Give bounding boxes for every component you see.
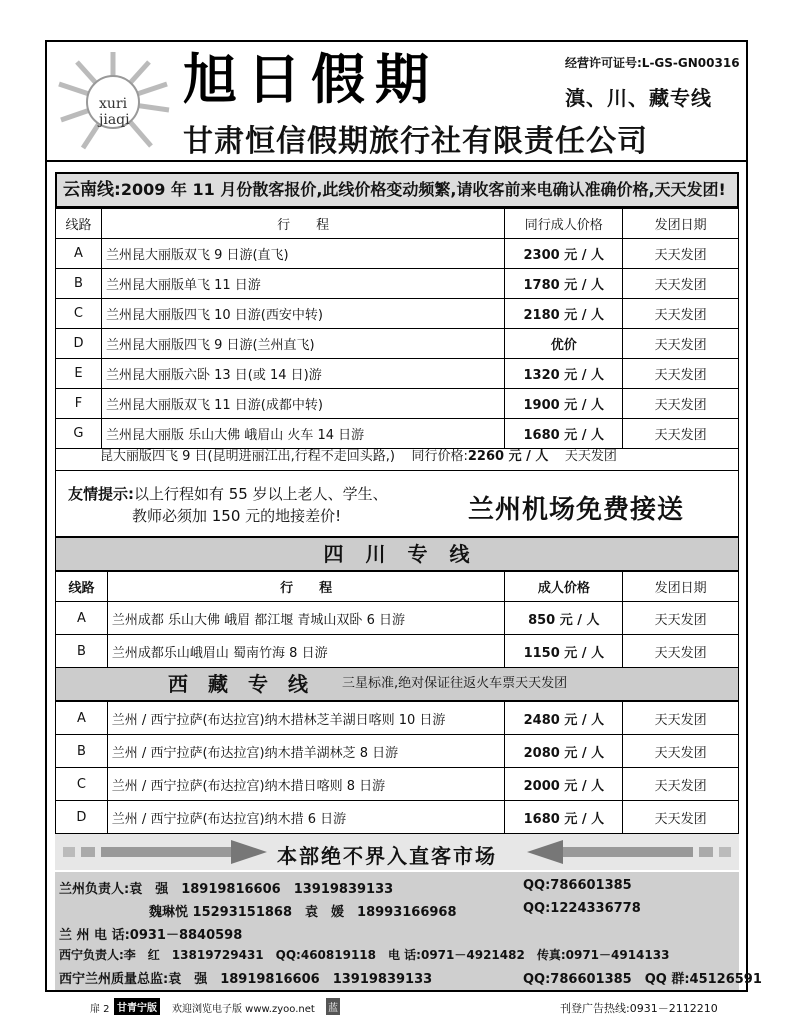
table-header — [56, 209, 739, 239]
yunnan-extra-route: 昆大丽版四飞 9 日(昆明进丽江出,行程不走回头路,) 同行价格:2260 元 / 人 天天发团 — [55, 443, 739, 471]
license-number: 经营许可证号:L-GS-GN00316 — [565, 56, 740, 70]
contact-line: 魏琳悦 15293151868 袁 媛 18993166968 — [149, 905, 457, 920]
table-row: A 兰州 / 西宁拉萨(布达拉宫)纳木措林芝羊湖日喀则 10 日游 2480 元 / 人 天天发团 — [56, 702, 739, 735]
yunnan-table — [55, 208, 739, 449]
airport-pickup: 兰州机场免费接送 — [468, 495, 685, 525]
table-row: C 兰州昆大丽版四飞 10 日游(西安中转) 2180 元 / 人 天天发团 — [56, 299, 739, 329]
contact-line: 西宁兰州质量总监:袁 强 18919816606 13919839133 — [59, 972, 433, 987]
column-header: 成人价格 — [505, 572, 623, 602]
column-header: 行 程 — [107, 572, 505, 602]
contact-qq: QQ:786601385 QQ 群:45126591 — [523, 972, 762, 987]
contact-line: 西宁负责人:李 红 13819729431 QQ:460819118 电 话:0971－4921482 传真:0971－4914133 — [59, 948, 670, 962]
arrow-right-icon — [63, 838, 269, 866]
contact-line: 兰 州 电 话:0931－8840598 — [59, 928, 243, 943]
color-badge: 蓝 — [326, 998, 340, 1015]
edition-badge: 甘青宁版 — [114, 998, 160, 1015]
table-row: C 兰州 / 西宁拉萨(布达拉宫)纳木措日喀则 8 日游 2000 元 / 人 天天发团 — [56, 768, 739, 801]
ad-hotline: 刊登广告热线:0931－2112210 — [560, 1002, 718, 1015]
friendly-tip — [55, 471, 739, 537]
column-header: 线路 — [56, 209, 102, 239]
contact-panel — [55, 872, 762, 990]
arrow-left-icon — [525, 838, 731, 866]
table-row: A 兰州成都 乐山大佛 峨眉 都江堰 青城山双卧 6 日游 850 元 / 人 天天发团 — [56, 602, 739, 635]
banner-text: 本部绝不界入直客市场 — [277, 844, 497, 868]
table-row: A 兰州昆大丽版双飞 9 日游(直飞) 2300 元 / 人 天天发团 — [56, 239, 739, 269]
page-footer — [0, 996, 799, 1016]
table-header — [56, 572, 739, 602]
table-row: F 兰州昆大丽版双飞 11 日游(成都中转) 1900 元 / 人 天天发团 — [56, 389, 739, 419]
column-header: 同行成人价格 — [505, 209, 623, 239]
tibet-table — [55, 701, 739, 834]
tip-text: 友情提示:以上行程如有 55 岁以上老人、学生、 教师必须加 150 元的地接差价! — [68, 485, 388, 525]
tibet-section-title: 西 藏 专 线 三星标准,绝对保证往返火车票天天发团 — [55, 667, 739, 701]
company-name: 甘肃恒信假期旅行社有限责任公司 — [183, 124, 648, 159]
column-header: 发团日期 — [623, 209, 739, 239]
header — [47, 42, 746, 162]
column-header: 线路 — [56, 572, 108, 602]
page-number: 扉 2 — [90, 1004, 110, 1015]
ad-frame — [45, 40, 762, 992]
brand-english: xuri jiaqi — [99, 96, 130, 128]
column-header: 行 程 — [101, 209, 504, 239]
brand-title: 旭日假期 — [183, 47, 439, 111]
column-header: 发团日期 — [623, 572, 739, 602]
table-row: B 兰州成都乐山峨眉山 蜀南竹海 8 日游 1150 元 / 人 天天发团 — [56, 635, 739, 668]
welcome-text: 欢迎浏览电子版 www.zyoo.net — [172, 1004, 315, 1015]
contact-line: 兰州负责人:袁 强 18919816606 13919839133 — [59, 882, 394, 897]
sichuan-section-title: 四 川 专 线 — [55, 537, 739, 571]
table-row: G 兰州昆大丽版 乐山大佛 峨眉山 火车 14 日游 1680 元 / 人 天天发团 — [56, 419, 739, 449]
yunnan-headline: 云南线:2009 年 11 月份散客报价,此线价格变动频繁,请收客前来电确认准确价格,天天发团! — [55, 172, 739, 208]
contact-qq: QQ:1224336778 — [523, 901, 641, 916]
special-lines: 滇、川、藏专线 — [565, 86, 712, 110]
table-row: B 兰州 / 西宁拉萨(布达拉宫)纳木措羊湖林芝 8 日游 2080 元 / 人 天天发团 — [56, 735, 739, 768]
table-row: B 兰州昆大丽版单飞 11 日游 1780 元 / 人 天天发团 — [56, 269, 739, 299]
sichuan-table — [55, 571, 739, 668]
notice-banner — [55, 834, 739, 870]
table-row: E 兰州昆大丽版六卧 13 日(或 14 日)游 1320 元 / 人 天天发团 — [56, 359, 739, 389]
contact-qq: QQ:786601385 — [523, 878, 632, 893]
table-row: D 兰州 / 西宁拉萨(布达拉宫)纳木措 6 日游 1680 元 / 人 天天发团 — [56, 801, 739, 834]
table-row: D 兰州昆大丽版四飞 9 日游(兰州直飞) 优价 天天发团 — [56, 329, 739, 359]
